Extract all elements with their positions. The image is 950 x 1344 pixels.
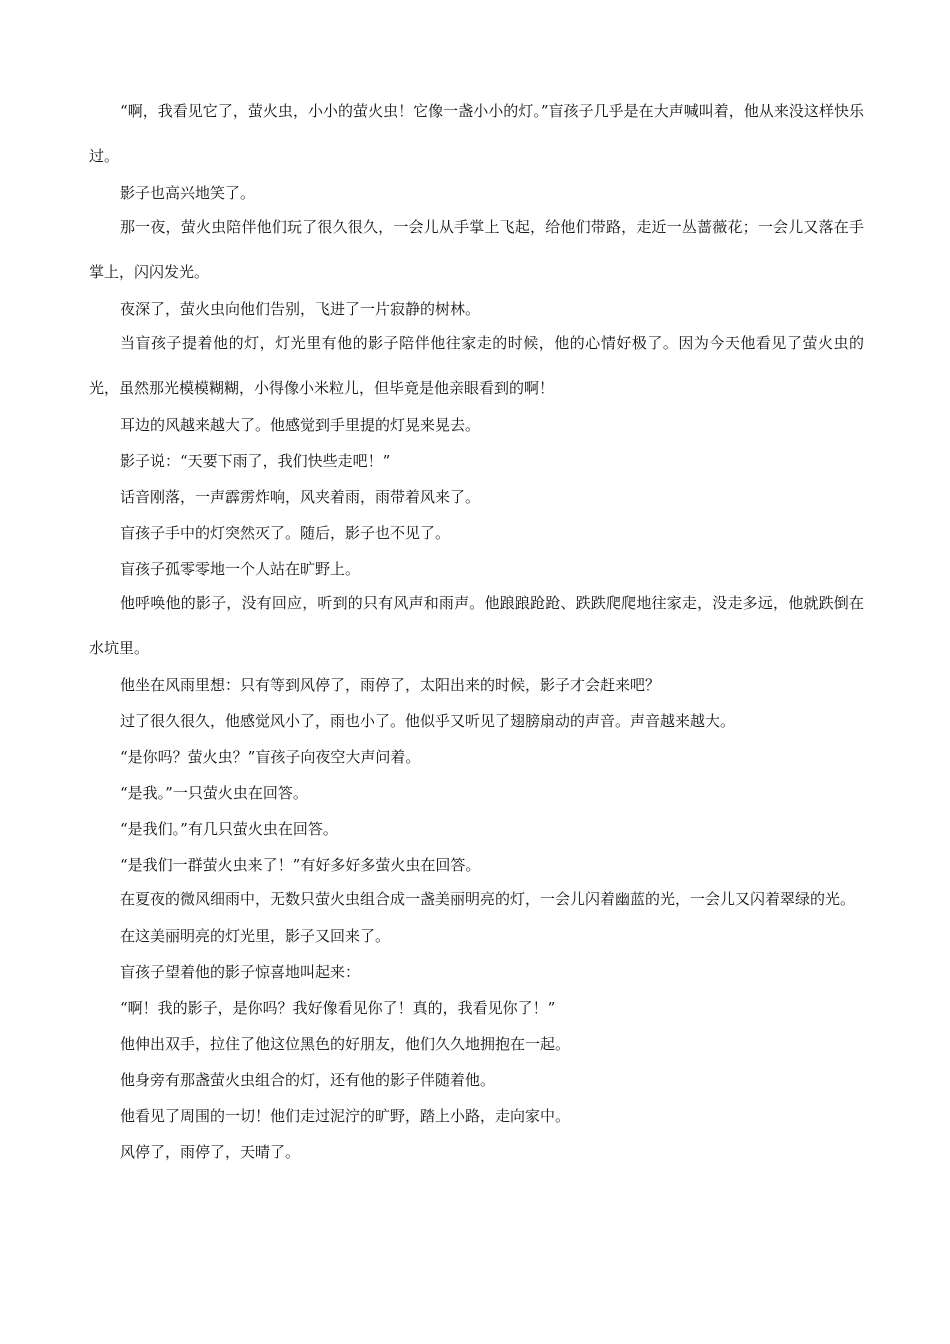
paragraph: 盲孩子手中的灯突然灭了。随后，影子也不见了。 — [120, 524, 451, 542]
paragraph: 耳边的风越来越大了。他感觉到手里提的灯晃来晃去。 — [120, 416, 481, 434]
paragraph: 他看见了周围的一切！他们走过泥泞的旷野，踏上小路，走向家中。 — [120, 1107, 571, 1125]
story-text — [89, 95, 864, 1170]
paragraph: 盲孩子望着他的影子惊喜地叫起来： — [120, 963, 361, 981]
paragraph: “啊！我的影子，是你吗？我好像看见你了！真的，我看见你了！” — [120, 999, 556, 1017]
paragraph: 盲孩子孤零零地一个人站在旷野上。 — [120, 560, 361, 578]
paragraph: 在夏夜的微风细雨中，无数只萤火虫组合成一盏美丽明亮的灯，一会儿闪着幽蓝的光，一会儿又闪着翠绿的光。 — [120, 890, 856, 908]
paragraph: 他伸出双手，拉住了他这位黑色的好朋友，他们久久地拥抱在一起。 — [120, 1035, 571, 1053]
paragraph: 当盲孩子提着他的灯，灯光里有他的影子陪伴他往家走的时候，他的心情好极了。因为今天他看见了萤火虫的光，虽然那光模模糊糊，小得像小米粒儿，但毕竟是他亲眼看到的啊！ — [89, 334, 864, 397]
paragraph: 那一夜，萤火虫陪伴他们玩了很久很久，一会儿从手掌上飞起，给他们带路，走近一丛蔷薇花；一会儿又落在手掌上，闪闪发光。 — [89, 218, 864, 281]
paragraph: 影子说：“天要下雨了，我们快些走吧！” — [120, 452, 391, 470]
paragraph: “是我们。”有几只萤火虫在回答。 — [120, 820, 338, 838]
paragraph: 他身旁有那盏萤火虫组合的灯，还有他的影子伴随着他。 — [120, 1071, 496, 1089]
paragraph: 风停了，雨停了，天晴了。 — [120, 1143, 301, 1161]
paragraph: “是我们一群萤火虫来了！”有好多好多萤火虫在回答。 — [120, 856, 481, 874]
paragraph: 影子也高兴地笑了。 — [120, 184, 256, 202]
paragraph: 话音刚落，一声霹雳炸响，风夹着雨，雨带着风来了。 — [120, 488, 481, 506]
paragraph: 夜深了，萤火虫向他们告别，飞进了一片寂静的树林。 — [120, 300, 481, 318]
paragraph: “是你吗？萤火虫？”盲孩子向夜空大声问着。 — [120, 748, 421, 766]
paragraph: “啊，我看见它了，萤火虫，小小的萤火虫！它像一盏小小的灯。”盲孩子几乎是在大声喊叫着，他从来没这样快乐过。 — [89, 102, 864, 165]
paragraph: 过了很久很久，他感觉风小了，雨也小了。他似乎又听见了翅膀扇动的声音。声音越来越大。 — [120, 712, 736, 730]
paragraph: 他坐在风雨里想：只有等到风停了，雨停了，太阳出来的时候，影子才会赶来吧？ — [120, 676, 661, 694]
paragraph: 在这美丽明亮的灯光里，影子又回来了。 — [120, 927, 391, 945]
paragraph: 他呼唤他的影子，没有回应，听到的只有风声和雨声。他踉踉跄跄、跌跌爬爬地往家走，没走多远，他就跌倒在水坑里。 — [89, 594, 864, 657]
paragraph: “是我。”一只萤火虫在回答。 — [120, 784, 308, 802]
